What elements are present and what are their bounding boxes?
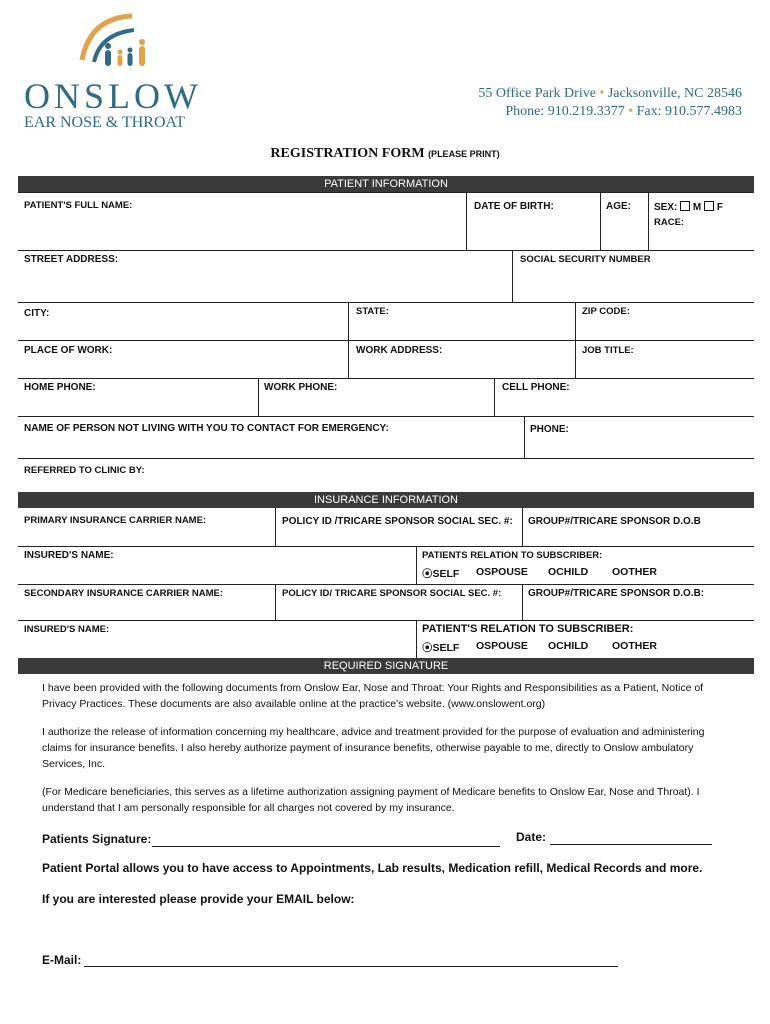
form-title [0,146,770,162]
sex-f-label: F [716,202,723,213]
practice-logo [62,10,172,80]
patient-information-header: PATIENT INFORMATION [18,176,754,192]
primary-carrier-field[interactable]: PRIMARY INSURANCE CARRIER NAME: [24,515,207,526]
secondary-policy-id-field[interactable]: POLICY ID/ TRICARE SPONSOR SOCIAL SEC. #: [282,588,502,599]
practice-address [382,86,742,102]
authorization-paragraph: I authorize the release of information concerning my healthcare, advice and treatment provided for the purpose of evaluation and administering claims for insurance benefits. I also hereby authorize payment of insurance benefits, otherwise payable to me, directly to Onslow ambulatory Services, Inc. [42,726,705,770]
primary-radio-child[interactable]: OCHILD [548,566,589,578]
secondary-radio-other[interactable]: OOTHER [612,640,657,652]
sex-m-label: M [692,202,702,213]
secondary-radio-self[interactable]: ⦿SELF [422,642,460,654]
zip-code-field[interactable]: ZIP CODE: [582,306,630,317]
insurance-information-header: INSURANCE INFORMATION [18,492,754,508]
primary-radio-other[interactable]: OOTHER [612,566,657,578]
date-line[interactable] [550,844,712,845]
date-of-birth-field[interactable]: DATE OF BIRTH: [474,201,554,212]
work-phone-field[interactable]: WORK PHONE: [264,382,338,393]
medicare-paragraph: (For Medicare beneficiaries, this serves as a lifetime authorization assigning payment of Medicare benefits to Onslow Ear, Nose and Throat). I understand that I am personally responsible for all charges not covered by my insurance. [42,786,700,814]
place-of-work-field[interactable]: PLACE OF WORK: [24,345,113,356]
primary-relation-label: PATIENTS RELATION TO SUBSCRIBER: [422,550,603,561]
secondary-insured-name-field[interactable]: INSURED'S NAME: [24,624,110,635]
email-prompt: If you are interested please provide your EMAIL below: [42,892,355,906]
separator-dot: • [628,104,634,119]
patient-portal-note: Patient Portal allows you to have access to Appointments, Lab results, Medication refill, Medical Records and more. [42,861,703,875]
email-line[interactable] [84,966,618,967]
home-phone-field[interactable]: HOME PHONE: [24,382,96,393]
practice-phone: Phone: 910.219.3377 [505,104,625,119]
ssn-field[interactable]: SOCIAL SECURITY NUMBER [520,254,651,265]
date-label: Date: [516,830,547,844]
primary-policy-id-field[interactable]: POLICY ID /TRICARE SPONSOR SOCIAL SEC. #: [282,516,513,527]
secondary-relation-label: PATIENT'S RELATION TO SUBSCRIBER: [422,623,634,635]
patient-full-name-field[interactable]: PATIENT'S FULL NAME: [24,200,133,211]
required-signature-header: REQUIRED SIGNATURE [18,658,754,674]
secondary-carrier-field[interactable]: SECONDARY INSURANCE CARRIER NAME: [24,588,223,599]
secondary-group-field[interactable]: GROUP#/TRICARE SPONSOR D.O.B: [528,588,705,599]
sex-m-checkbox[interactable] [680,201,690,211]
emergency-contact-field[interactable]: NAME OF PERSON NOT LIVING WITH YOU TO CONTACT FOR EMERGENCY: [24,423,389,434]
race-field[interactable]: RACE: [654,217,685,228]
referred-by-field[interactable]: REFERRED TO CLINIC BY: [24,465,145,476]
sex-field [654,201,723,213]
practice-contact [382,104,742,120]
logo-wordmark: ONSLOW [24,76,202,116]
city-field[interactable]: CITY: [24,308,50,319]
age-field[interactable]: AGE: [606,201,631,212]
street-address-field[interactable]: STREET ADDRESS: [24,254,119,265]
address-street: 55 Office Park Drive [478,86,596,101]
primary-group-field[interactable]: GROUP#/TRICARE SPONSOR D.O.B [528,516,701,527]
email-label: E-Mail: [42,953,82,967]
secondary-radio-spouse[interactable]: OSPOUSE [476,640,528,652]
form-title-text: REGISTRATION FORM [270,146,425,161]
emergency-phone-field[interactable]: PHONE: [530,424,569,435]
secondary-radio-child[interactable]: OCHILD [548,640,589,652]
primary-radio-self[interactable]: ⦿SELF [422,568,460,580]
practice-fax: Fax: 910.577.4983 [636,104,742,119]
patient-signature-line[interactable] [152,846,500,847]
state-field[interactable]: STATE: [356,306,389,317]
sex-label: SEX: [654,202,678,213]
primary-radio-spouse[interactable]: OSPOUSE [476,566,528,578]
primary-insured-name-field[interactable]: INSURED'S NAME: [24,550,114,561]
address-city: Jacksonville, NC 28546 [607,86,742,101]
patient-signature-label: Patients Signature: [42,832,152,846]
separator-dot: • [599,86,605,101]
form-title-note: (PLEASE PRINT) [428,149,500,159]
job-title-field[interactable]: JOB TITLE: [582,345,634,356]
logo-subtitle: EAR NOSE & THROAT [24,114,186,131]
cell-phone-field[interactable]: CELL PHONE: [502,382,570,393]
work-address-field[interactable]: WORK ADDRESS: [356,345,443,356]
family-logo-icon [62,10,172,80]
documents-provided-paragraph: I have been provided with the following documents from Onslow Ear, Nose and Throat: Your Rights and Responsibilities as a Patient, Notice of Privacy Practices. These documents are also available online at the practice's website. (www.onslowent.org) [42,682,704,710]
sex-f-checkbox[interactable] [704,201,714,211]
